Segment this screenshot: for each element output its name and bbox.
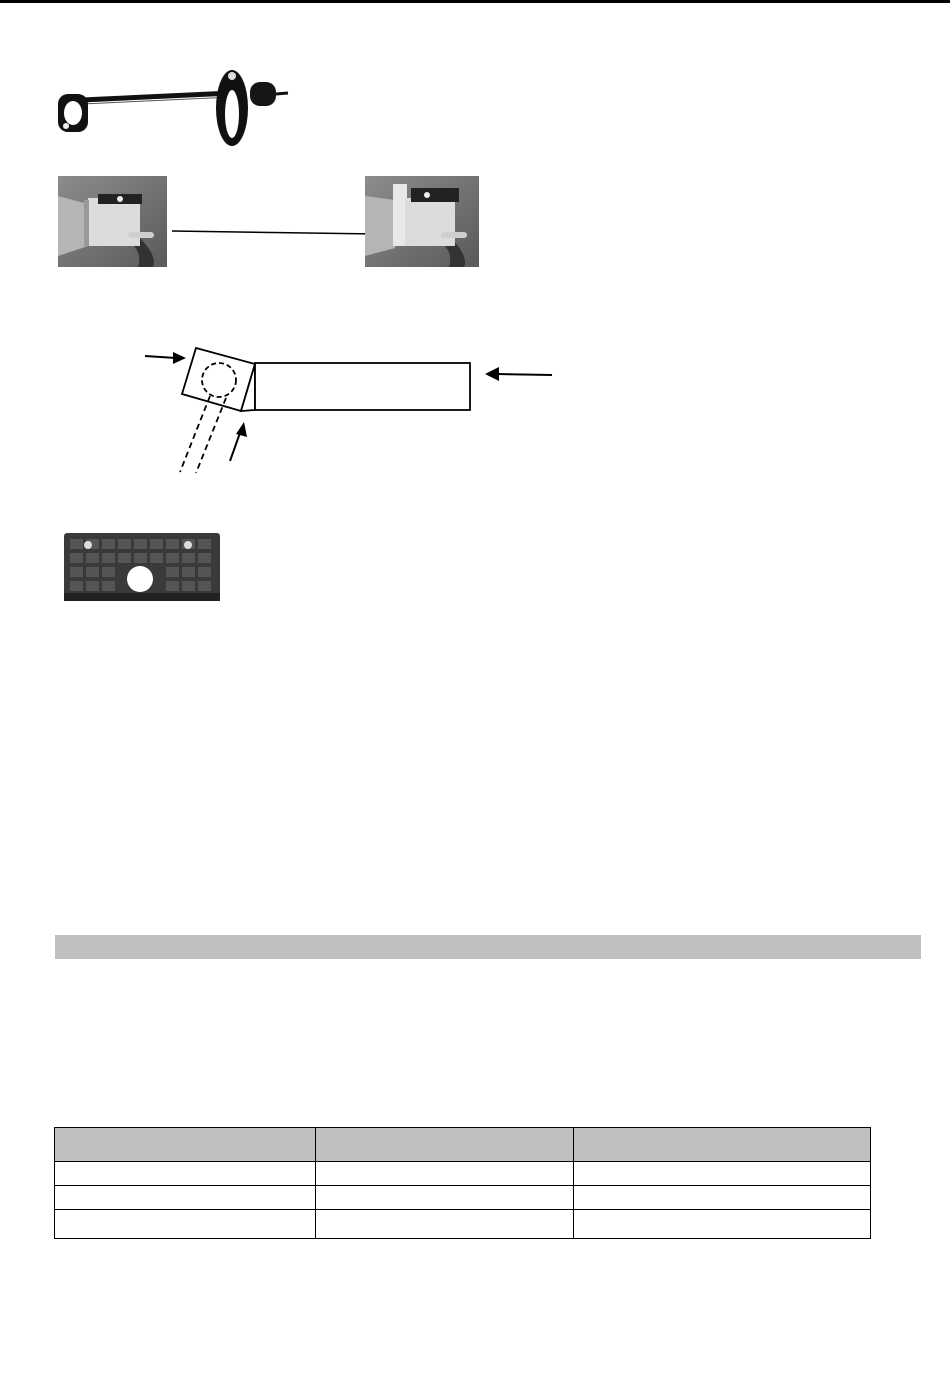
table-cell (55, 1210, 316, 1239)
clamp-before-photo (58, 176, 167, 267)
table-cell (316, 1162, 574, 1186)
table-header-cell (574, 1128, 871, 1162)
table-header-row (55, 1128, 871, 1162)
table-row (55, 1210, 871, 1239)
spec-table (54, 1127, 871, 1239)
transition-arrow (172, 222, 387, 246)
table-row (55, 1162, 871, 1186)
table-cell (316, 1186, 574, 1210)
table-header-cell (55, 1128, 316, 1162)
table-cell (574, 1162, 871, 1186)
table-cell (574, 1186, 871, 1210)
rubber-pad-photo (58, 527, 223, 607)
table-header-cell (316, 1128, 574, 1162)
bike-holder-arm-photo (52, 60, 292, 150)
table-cell (55, 1186, 316, 1210)
table-cell (55, 1162, 316, 1186)
clamp-after-photo (365, 176, 479, 267)
section-header-bar (55, 935, 921, 959)
table-row (55, 1186, 871, 1210)
table-cell (316, 1210, 574, 1239)
page-top-rule (0, 0, 950, 3)
table-cell (574, 1210, 871, 1239)
frame-mounting-diagram (140, 330, 560, 475)
